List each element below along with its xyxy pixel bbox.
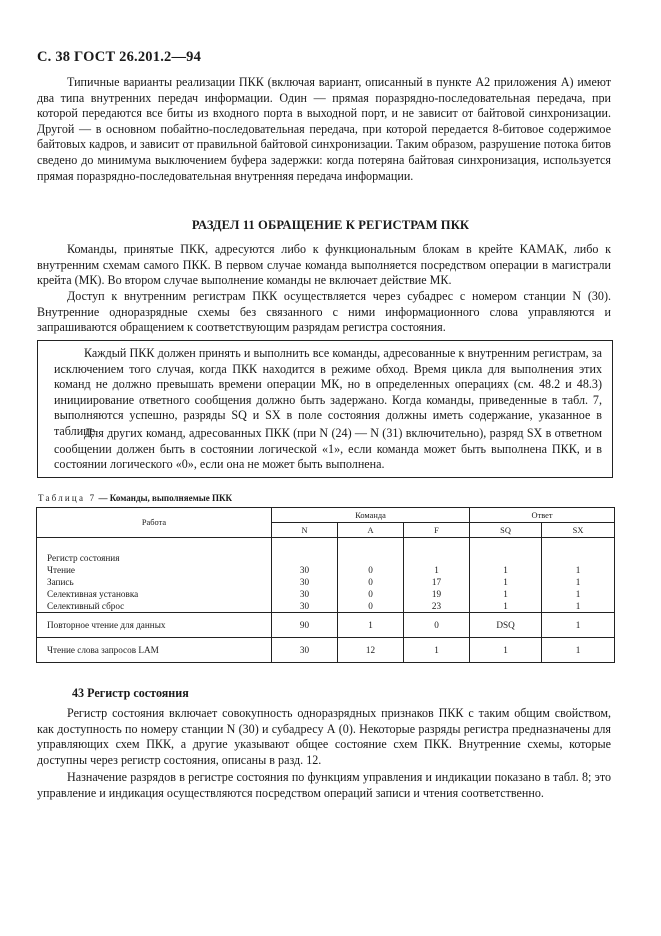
sx-cell xyxy=(542,538,615,613)
value: 12 xyxy=(338,638,404,663)
paragraph xyxy=(37,75,611,184)
value: 1 xyxy=(338,613,404,638)
header-command: Команда xyxy=(272,508,470,523)
paragraph-text: Доступ к внутренним регистрам ПКК осуществляется через субадрес с номером станции N (30). Внутренние одноразрядные схемы без связанного с ними информационного слова управляются и запрашиваются обращением к соответствующим разрядам регистра состояния. xyxy=(37,289,611,335)
value: 90 xyxy=(272,613,338,638)
group-label: Регистр состояния xyxy=(47,553,120,563)
value: 1 xyxy=(575,577,581,587)
paragraph-text: Назначение разрядов в регистре состояния по функциям управления и индикации показано в табл. 8; это управление и индикация осуществляются посредством операций записи и чтения соответственно. xyxy=(37,770,611,800)
table-title: Команды, выполняемые ПКК xyxy=(109,493,233,503)
section-title: РАЗДЕЛ 11 ОБРАЩЕНИЕ К РЕГИСТРАМ ПКК xyxy=(191,218,470,232)
value: 30 xyxy=(299,577,310,587)
value: DSQ xyxy=(470,613,542,638)
value: 1 xyxy=(542,638,615,663)
subheader-f: F xyxy=(404,523,470,538)
page-header: С. 38 ГОСТ 26.201.2—94 xyxy=(37,49,202,65)
row-label: Запись xyxy=(47,577,74,587)
value: 23 xyxy=(431,601,442,611)
a-cell xyxy=(338,538,404,613)
value: 0 xyxy=(368,577,373,587)
paragraph xyxy=(37,706,611,768)
paragraph-text: Типичные варианты реализации ПКК (включая вариант, описанный в пункте А2 приложения А) имеют два типа внутренних передач информации. Один — прямая поразрядно-последовательная передача, при которой передаются все биты из входного порта в выходной порт, и не зависит от байтовой синхронизации. Другой — в основном побайтно-последовательная передача, при которой передается 8-битовое содержимое байтовых кадров, и зависит от правильной байтовой синхронизации. Таким образом, разрушение потока битов сведено до минимума выключением буфера задержки: когда потеряна байтовая синхронизация, используется прямая поразрядно-последовательная внутренняя передача информации. xyxy=(37,75,611,183)
subheader-a: A xyxy=(338,523,404,538)
header-work: Работа xyxy=(37,508,272,538)
paragraph-text: Регистр состояния включает совокупность одноразрядных признаков ПКК с таким общим свойством, как доступность по номеру станции N (30) и субадресу А (0). Некоторые разряды регистра предназначены для управляющих схем ПКК, а другие указывают общее состояние схем ПКК. Внутренние схемы, которые доступны через регистр состояния, описаны в разд. 12. xyxy=(37,706,611,767)
header-answer: Ответ xyxy=(470,508,615,523)
sq-cell xyxy=(470,538,542,613)
value: 0 xyxy=(368,589,373,599)
value: 1 xyxy=(575,565,581,575)
value: 30 xyxy=(272,638,338,663)
table-row xyxy=(37,538,615,613)
value: 19 xyxy=(431,589,442,599)
row-label: Селективная установка xyxy=(47,589,139,599)
value: 1 xyxy=(404,638,470,663)
table-caption xyxy=(38,493,232,503)
paragraph xyxy=(37,289,611,336)
value: 17 xyxy=(431,577,442,587)
paragraph-text: Каждый ПКК должен принять и выполнить все команды, адресованные к внутренним регистрам, за исключением того случая, когда ПКК находится в режиме обход. Время цикла для выполнения этих команд не должно превышать времени операции МК, но в определенных операциях (см. 48.2 и 48.3) инициирование ответного сообщения должно быть задержано. Когда команды, приведенные в табл. 7, выполняются успешно, разряды SQ и SX в поле состояния должны иметь содержание, указанное в таблице. xyxy=(54,346,602,438)
value: 1 xyxy=(434,565,439,575)
value: 30 xyxy=(299,601,310,611)
table-number: Таблица 7 xyxy=(38,493,97,503)
f-cell xyxy=(404,538,470,613)
table-row xyxy=(37,613,615,638)
paragraph-text: Для других команд, адресованных ПКК (при N (24) — N (31) включительно), разряд SX в ответном сообщении должен быть в состоянии логической «1», если команда может быть выполнена ПКК, и в состоянии логического «0», если она не может быть выполнена. xyxy=(54,426,602,472)
value: 1 xyxy=(575,589,581,599)
row-label: Чтение xyxy=(47,565,75,575)
work-cell xyxy=(37,538,272,613)
value: 1 xyxy=(503,577,508,587)
value: 1 xyxy=(542,613,615,638)
boxed-paragraph xyxy=(54,426,602,473)
subsection-heading: 43 Регистр состояния xyxy=(72,686,189,700)
value: 1 xyxy=(503,601,508,611)
table-row xyxy=(37,638,615,663)
paragraph xyxy=(37,242,611,289)
subheader-sx: SX xyxy=(542,523,615,538)
value: 1 xyxy=(503,565,508,575)
row-label: Чтение слова запросов LAM xyxy=(37,638,272,663)
paragraph xyxy=(37,770,611,801)
value: 1 xyxy=(470,638,542,663)
value: 30 xyxy=(299,565,310,575)
subheader-sq: SQ xyxy=(470,523,542,538)
value: 0 xyxy=(368,565,373,575)
value: 30 xyxy=(299,589,310,599)
value: 0 xyxy=(368,601,373,611)
row-label: Повторное чтение для данных xyxy=(37,613,272,638)
n-cell xyxy=(272,538,338,613)
caption-dash: — xyxy=(96,493,110,503)
paragraph-text: Команды, принятые ПКК, адресуются либо к функциональным блокам в крейте КАМАК, либо к внутренним схемам самого ПКК. В первом случае команда выполняется посредством операции в магистрали крейта (МК). Во втором случае выполнение команды не включает действие МК. xyxy=(37,242,611,288)
commands-table xyxy=(36,507,615,663)
subheader-n: N xyxy=(272,523,338,538)
value: 0 xyxy=(404,613,470,638)
row-label: Селективный сброс xyxy=(47,601,125,611)
value: 1 xyxy=(575,601,581,611)
value: 1 xyxy=(503,589,508,599)
